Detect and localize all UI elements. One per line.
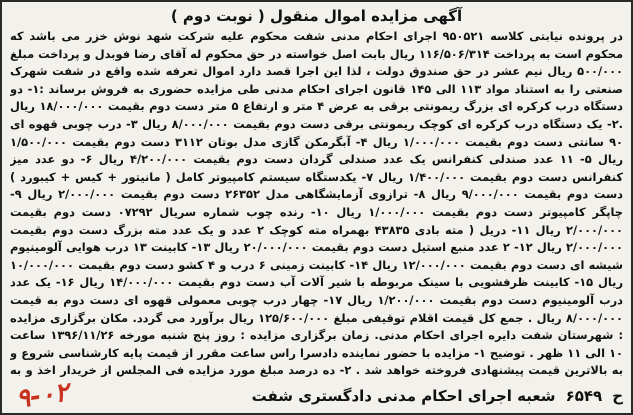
signature-block	[252, 387, 623, 405]
notice-body: در پرونده نیابتی کلاسه ۹۵۰۵۲۱ اجرای احکام مدنی شفت محکوم علیه شرکت شهد نوش خزر می باشد که محکوم است به پرداخت ۱۱۶/۵۰۶/۳۱۴ ریال بابت اصل خواسته در حق محکوم له آقای رضا فوبدل و پرداخت مبلغ ۵۰۰/۰۰۰ ریال نیم عشر در حق صندوق دولت ، لذا این اجرا قصد دارد اموال تعرفه شده واقع در شفت شهرک صنعتی را به استناد مواد ۱۱۳ الی ۱۴۵ قانون اجرای احکام مدنی طی مزایده حضوری به فروش برساند :۱- دو دستگاه درب کرکره ای بزرگ ریمونتی برقی به عرض ۴ متر و ارتفاع ۵ متر دست دوم بقیمت ۱۸/۰۰۰/۰۰۰ ریال .۲- یک دستگاه درب کرکره ای کوچک ریمونتی برقی دست دوم بقیمت ۸/۰۰۰/۰۰۰ ریال ۳- درب چوبی قهوه ای ۹۰ سانتی دست دوم بقیمت ۱/۰۰۰/۰۰۰ ریال ۴- آبگرمکن گازی مدل بوتان ۳۱۱۲ دست دوم بقیمت ۱/۵۰۰/۰۰۰ ریال ۵- ۱۱ عدد صندلی کنفرانس یک عدد صندلی گردان دست دوم بقیمت ۴/۲۰۰/۰۰۰ ریال ۶- دو عدد میز کنفرانس دست دوم بقیمت ۱/۴۰۰/۰۰۰ ریال ۷- یکدستگاه سیستم کامپیوتر کامل ( مانیتور + کیس + کیبورد ) دست دوم بقیمت ۹/۰۰۰/۰۰۰ ریال ۸- ترازوی آزمایشگاهی مدل ۲۶۳۵۲ دست دوم بقیمت ۲/۰۰۰/۰۰۰ ریال ۹- چاپگر کامپیوتر دست دوم بقیمت ۱/۰۰۰/۰۰۰ ریال ۱۰- رنده چوب شماره سریال ۰۷۲۹۲ دست دوم بقیمت ۲/۰۰۰/۰۰۰ ریال ۱۱- دریل ( مته بادی ۴۳۸۳۵ بهمراه مته کوچک ۲ عدد و یک عدد مته بزرگ دست دوم بقیمت ۲/۰۰۰/۰۰۰ ریال ۱۲- ۲ عدد منبع استیل دست دوم بقیمت ۲۰/۰۰۰/۰۰۰ ریال ۱۳- کابینت ۱۳ درب هوایی آلومینیوم شیشه ای دست دوم بقیمت ۱۲/۰۰۰/۰۰۰ ریال ۱۴- کابینت زمینی ۶ درب و ۴ کشو دست دوم بقیمت ۱۰/۰۰۰/۰۰۰ ریال ۱۵- کابینت ظرفشویی با سینک مربوطه با شیر آلات آب دست دوم بقیمت ۱۴/۰۰۰/۰۰۰ ریال ۱۶- یک عدد درب آلومینیوم دست دوم بقیمت ۱/۲۰۰/۰۰۰ ریال ۱۷- چهار درب چوبی معمولی قهوه ای دست دوم به قیمت ۸/۰۰۰/۰۰۰ ریال . جمع کل قیمت اقلام توقیفی مبلغ ۱۲۵/۶۰۰/۰۰۰ ریال برآورد می گردد. مکان برگزاری مزایده : شهرستان شفت دایره اجرای احکام مدنی. زمان برگزاری مزایده : روز پنج شنبه مورخه ۱۳۹۶/۱۱/۲۶ ساعت ۱۰ الی ۱۱ ظهر . توضیح ۱- مزایده با حضور نماینده دادسرا راس ساعت مقرر از قیمت پایه کارشناسی شروع و به بالاترین قیمت پیشنهادی فروخته خواهد شد . ۲- ده درصد مبلغ مورد مزایده فی المجلس از خریدار اخذ و به	[10, 29, 623, 378]
notice-title: آگهی مزایده اموال منقول ( نوبت دوم )	[170, 7, 463, 25]
handwritten-mark: ۹-۰۲	[14, 377, 71, 415]
issuer-name: شعبه اجرای احکام مدنی دادگستری شفت	[251, 387, 556, 405]
notice-footer	[10, 377, 623, 415]
reference-number: ۶۵۴۹	[565, 387, 603, 405]
reference-letter: ح	[612, 387, 623, 405]
